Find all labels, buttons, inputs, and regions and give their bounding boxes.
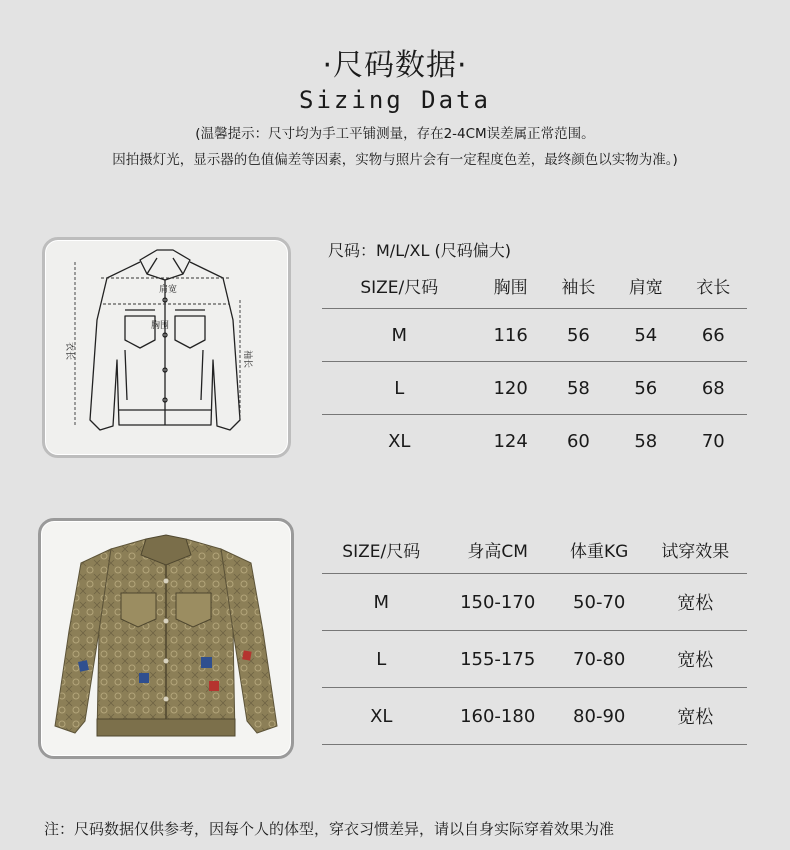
table1-header: 袖长 [545, 262, 612, 309]
table-row [322, 574, 747, 631]
table-cell: L [322, 362, 477, 415]
table-cell: 宽松 [644, 574, 747, 631]
table-cell: 70 [701, 430, 725, 452]
table-cell: 60 [566, 430, 590, 452]
table-cell: 70-80 [555, 631, 644, 688]
table1-header: SIZE/尺码 [322, 262, 477, 309]
table1-header: 胸围 [477, 262, 545, 309]
fit-table [322, 525, 747, 745]
table-cell: XL [388, 430, 411, 452]
tip-line-2: 因拍摄灯光，显示器的色值偏差等因素，实物与照片会有一定程度色差，最终颜色以实物为准。) [112, 152, 678, 168]
length-label: 衣长 [64, 342, 74, 361]
table2-header: 体重KG [555, 525, 644, 574]
table-cell: 155-175 [440, 631, 554, 688]
table-cell: 66 [680, 309, 747, 362]
table2-header: 试穿效果 [644, 525, 747, 574]
table-row [322, 362, 747, 415]
jacket-photo [41, 521, 291, 756]
measurement-table [322, 262, 747, 467]
table-cell: L [322, 631, 440, 688]
table1-header: 肩宽 [612, 262, 679, 309]
table-cell: 58 [634, 430, 658, 452]
table-cell: 150-170 [440, 574, 554, 631]
table-cell: 124 [493, 430, 528, 452]
chest-label: 胸围 [151, 321, 170, 331]
table-row [322, 309, 747, 362]
shoulder-label: 肩宽 [159, 285, 178, 295]
measurement-diagram-card [42, 237, 291, 458]
table-cell: 58 [545, 362, 612, 415]
table-cell: M [322, 309, 477, 362]
jacket-sketch [45, 240, 288, 455]
table-cell: 80-90 [555, 688, 644, 745]
size-note: 尺码：M/L/XL (尺码偏大) [328, 241, 511, 260]
table2-header: 身高CM [440, 525, 554, 574]
table-cell: 宽松 [644, 631, 747, 688]
table-cell: 宽松 [644, 688, 747, 745]
table-row [322, 631, 747, 688]
table-cell: XL [322, 688, 440, 745]
table-row [322, 415, 747, 468]
product-photo-card [38, 518, 294, 759]
table-cell: 116 [477, 309, 545, 362]
table-cell: 120 [477, 362, 545, 415]
page-subtitle: Sizing Data [299, 86, 491, 114]
table-cell: 56 [612, 362, 679, 415]
table-cell: 56 [545, 309, 612, 362]
table-cell: M [322, 574, 440, 631]
sleeve-label: 袖长 [242, 350, 252, 369]
table-cell: 68 [680, 362, 747, 415]
table2-header: SIZE/尺码 [322, 525, 440, 574]
footer-note: 注：尺码数据仅供参考，因每个人的体型，穿衣习惯差异，请以自身实际穿着效果为准 [44, 820, 615, 838]
table-cell: 160-180 [440, 688, 554, 745]
table-row [322, 688, 747, 745]
tip-line-1: (温馨提示：尺寸均为手工平铺测量，存在2-4CM误差属正常范围。 [195, 126, 595, 142]
table-cell: 50-70 [555, 574, 644, 631]
table1-header: 衣长 [680, 262, 747, 309]
table-cell: 54 [612, 309, 679, 362]
page-title: ·尺码数据· [322, 48, 468, 83]
